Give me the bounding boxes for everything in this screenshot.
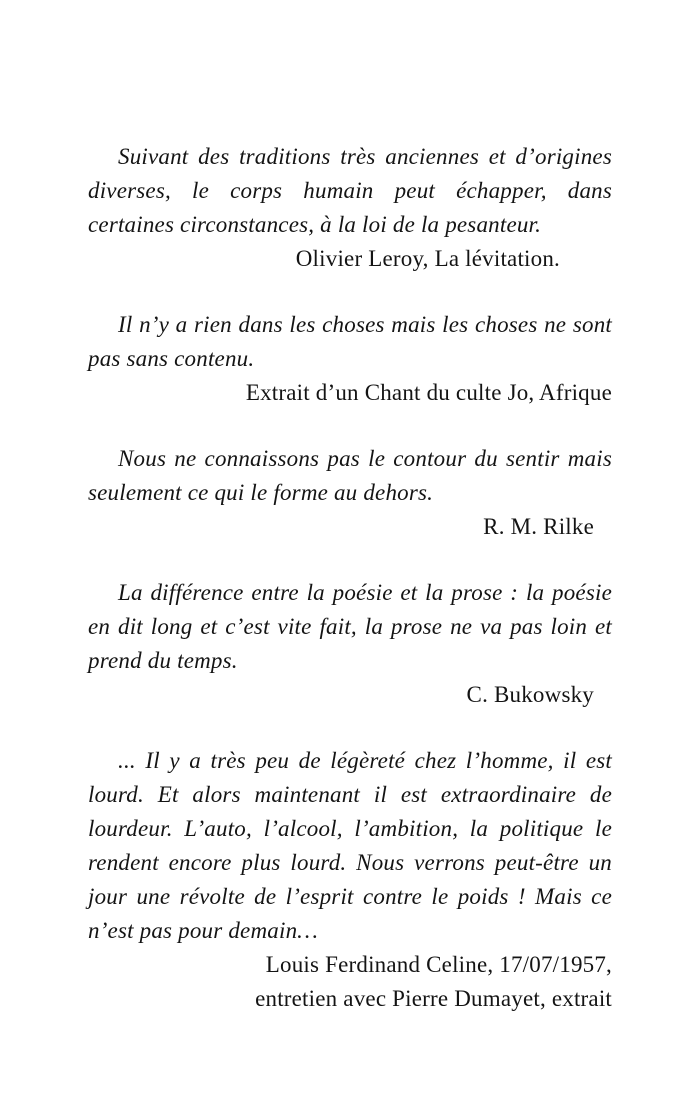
quote-text: Nous ne connaissons pas le contour du sentir mais seulement ce qui le forme au dehors. — [88, 446, 612, 505]
quote-text: Suivant des traditions très anciennes et d’origines diverses, le corps humain peut échapper, dans certaines circonstances, à la loi de la pesanteur. — [88, 144, 612, 237]
quote-attribution: Extrait d’un Chant du culte Jo, Afrique — [245, 380, 612, 405]
quote-attribution: C. Bukowsky — [466, 682, 594, 707]
quote-text: ... Il y a très peu de légèreté chez l’homme, il est lourd. Et alors maintenant il est extraordinaire de lourdeur. L’auto, l’alcool, l’ambition, la politique le rendent encore plus lourd. Nous verrons peut-être un jour une révolte de l’esprit contre le poids ! Mais ce n’est pas pour demain… — [88, 748, 612, 943]
epigraph-celine — [88, 744, 612, 1016]
quote-text: Il n’y a rien dans les choses mais les choses ne sont pas sans contenu. — [88, 312, 612, 371]
epigraph-chant-jo — [88, 308, 612, 410]
quote-attribution: entretien avec Pierre Dumayet, extrait — [255, 986, 612, 1011]
quote-text: La différence entre la poésie et la prose : la poésie en dit long et c’est vite fait, la prose ne va pas loin et prend du temps. — [88, 580, 612, 673]
epigraph-leroy — [88, 140, 612, 276]
epigraph-rilke — [88, 442, 612, 544]
quote-attribution: Louis Ferdinand Celine, 17/07/1957, — [265, 952, 612, 977]
quote-attribution: Olivier Leroy, La lévitation. — [295, 246, 560, 271]
epigraph-bukowsky — [88, 576, 612, 712]
quote-attribution: R. M. Rilke — [483, 514, 594, 539]
